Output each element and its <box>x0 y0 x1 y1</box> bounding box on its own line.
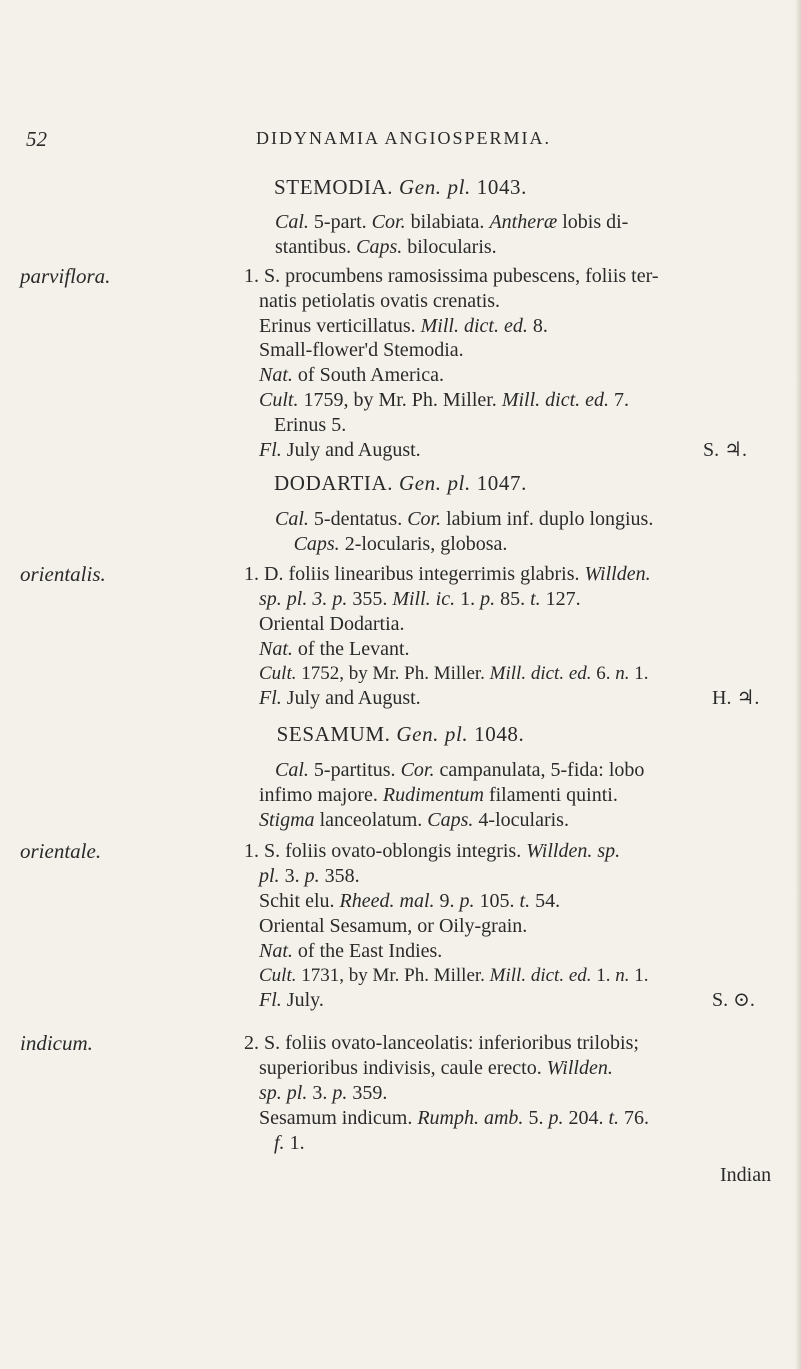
genus-character-line: Cal. 5-partitus. Cor. campanulata, 5-fida: lobo <box>275 759 645 781</box>
running-head: DIDYNAMIA ANGIOSPERMIA. <box>256 128 552 148</box>
species-text-line: pl. 3. p. 358. <box>259 865 360 887</box>
genus-heading-dodartia: DODARTIA. Gen. pl. 1047. <box>274 471 527 495</box>
species-text-line: Nat. of South America. <box>259 364 444 386</box>
species-text-line: Oriental Sesamum, or Oily-grain. <box>259 915 528 937</box>
habitat-sign: S. ♃. <box>703 439 748 461</box>
species-text-line: Cult. 1752, by Mr. Ph. Miller. Mill. dict. ed. 6. n. 1. <box>259 663 649 684</box>
species-text-line: 1. S. foliis ovato-oblongis integris. Willden. sp. <box>244 840 621 862</box>
species-text-line: Nat. of the Levant. <box>259 638 410 660</box>
species-epithet-indicum: indicum. <box>20 1031 93 1055</box>
catchword: Indian <box>720 1164 772 1186</box>
species-text-line: Erinus verticillatus. Mill. dict. ed. 8. <box>259 315 548 337</box>
species-epithet-parviflora: parviflora. <box>20 264 111 288</box>
species-text-line: natis petiolatis ovatis crenatis. <box>259 290 501 312</box>
species-text-line: sp. pl. 3. p. 359. <box>259 1082 388 1104</box>
genus-character-line: Stigma lanceolatum. Caps. 4-locularis. <box>259 809 569 831</box>
species-text-line: 1. D. foliis linearibus integerrimis glabris. Willden. <box>244 563 651 585</box>
genus-character-line: Cal. 5-dentatus. Cor. labium inf. duplo longius. <box>275 508 654 530</box>
genus-character-line: Caps. 2-locularis, globosa. <box>293 533 508 555</box>
species-text-line: 2. S. foliis ovato-lanceolatis: inferioribus trilobis; <box>244 1032 639 1054</box>
species-text-line: Fl. July and August. <box>259 687 421 709</box>
species-text-line: Sesamum indicum. Rumph. amb. 5. p. 204. t. 76. <box>259 1107 649 1129</box>
species-text-line: Cult. 1731, by Mr. Ph. Miller. Mill. dict. ed. 1. n. 1. <box>259 965 649 986</box>
page-number: 52 <box>26 127 47 151</box>
habitat-sign: H. ♃. <box>712 687 760 709</box>
species-text-line: Fl. July and August. <box>259 439 421 461</box>
genus-character-line: stantibus. Caps. bilocularis. <box>275 236 497 258</box>
genus-heading-sesamum: SESAMUM. Gen. pl. 1048. <box>276 722 525 746</box>
genus-character-line: infimo majore. Rudimentum filamenti quinti. <box>259 784 618 806</box>
species-epithet-orientale: orientale. <box>20 839 102 863</box>
genus-heading-stemodia: STEMODIA. Gen. pl. 1043. <box>274 175 527 199</box>
species-epithet-orientalis: orientalis. <box>20 562 106 586</box>
species-text-line: Erinus 5. <box>274 414 347 436</box>
species-text-line: Cult. 1759, by Mr. Ph. Miller. Mill. dict. ed. 7. <box>259 389 630 411</box>
genus-character-line: Cal. 5-part. Cor. bilabiata. Antheræ lobis di- <box>275 211 629 233</box>
page-edge-shadow <box>795 0 801 1369</box>
species-text-line: Nat. of the East Indies. <box>259 940 443 962</box>
species-text-line: Fl. July. <box>259 989 324 1011</box>
species-text-line: Oriental Dodartia. <box>259 613 405 635</box>
species-text-line: 1. S. procumbens ramosissima pubescens, foliis ter- <box>244 265 659 287</box>
species-text-line: Small-flower'd Stemodia. <box>259 339 464 361</box>
species-text-line: sp. pl. 3. p. 355. Mill. ic. 1. p. 85. t. 127. <box>259 588 581 610</box>
species-text-line: f. 1. <box>274 1132 305 1154</box>
habitat-sign: S. ⊙. <box>712 989 755 1011</box>
species-text-line: superioribus indivisis, caule erecto. Willden. <box>259 1057 613 1079</box>
species-text-line: Schit elu. Rheed. mal. 9. p. 105. t. 54. <box>259 890 561 912</box>
